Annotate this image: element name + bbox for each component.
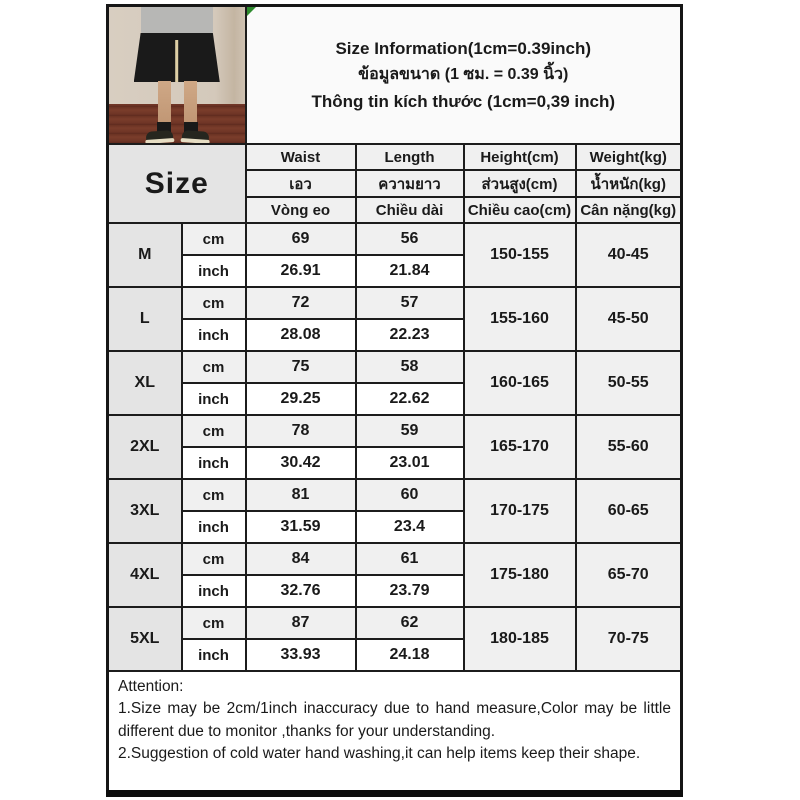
value-cell: 29.25	[246, 383, 356, 415]
value-cell: 69	[246, 223, 356, 255]
table-row	[108, 223, 682, 255]
value-cell: 24.18	[356, 639, 464, 671]
table-row	[108, 415, 682, 447]
table-row	[108, 607, 682, 639]
attention-note	[108, 671, 682, 793]
unit-label-cell: inch	[182, 639, 246, 671]
value-cell: 21.84	[356, 255, 464, 287]
height-cell: 180-185	[464, 607, 576, 671]
col-header-length-th: ความยาว	[356, 170, 464, 197]
height-cell: 175-180	[464, 543, 576, 607]
table-row	[108, 479, 682, 511]
col-header-waist-th: เอว	[246, 170, 356, 197]
col-header-height-en: Height(cm)	[464, 144, 576, 170]
size-chart-sheet	[106, 4, 683, 797]
value-cell: 56	[356, 223, 464, 255]
value-cell: 60	[356, 479, 464, 511]
value-cell: 72	[246, 287, 356, 319]
value-cell: 87	[246, 607, 356, 639]
value-cell: 23.01	[356, 447, 464, 479]
weight-cell: 55-60	[576, 415, 682, 479]
cell-corner-marker-icon	[247, 7, 256, 16]
height-cell: 155-160	[464, 287, 576, 351]
value-cell: 28.08	[246, 319, 356, 351]
size-label-cell: L	[108, 287, 182, 351]
value-cell: 61	[356, 543, 464, 575]
photo-floor	[109, 104, 245, 143]
model-shoe-left	[145, 130, 173, 142]
value-cell: 23.79	[356, 575, 464, 607]
table-row	[108, 287, 682, 319]
model-shirt	[141, 7, 213, 36]
unit-label-cell: inch	[182, 255, 246, 287]
value-cell: 84	[246, 543, 356, 575]
value-cell: 23.4	[356, 511, 464, 543]
unit-label-cell: cm	[182, 479, 246, 511]
unit-label-cell: cm	[182, 223, 246, 255]
value-cell: 81	[246, 479, 356, 511]
col-header-waist-en: Waist	[246, 144, 356, 170]
col-header-weight-th: น้ำหนัก(kg)	[576, 170, 682, 197]
value-cell: 26.91	[246, 255, 356, 287]
table-row	[108, 543, 682, 575]
height-cell: 170-175	[464, 479, 576, 543]
value-cell: 59	[356, 415, 464, 447]
height-cell: 165-170	[464, 415, 576, 479]
title-line-vi: Thông tin kích thước (1cm=0,39 inch)	[311, 91, 616, 111]
unit-label-cell: cm	[182, 543, 246, 575]
value-cell: 22.62	[356, 383, 464, 415]
unit-label-cell: inch	[182, 447, 246, 479]
size-chart-table	[106, 4, 683, 797]
value-cell: 75	[246, 351, 356, 383]
unit-label-cell: cm	[182, 287, 246, 319]
value-cell: 33.93	[246, 639, 356, 671]
height-cell: 160-165	[464, 351, 576, 415]
size-label-cell: 3XL	[108, 479, 182, 543]
title-line-th: ข้อมูลขนาด (1 ซม. = 0.39 นิ้ว)	[358, 66, 569, 84]
col-header-height-vi: Chiều cao(cm)	[464, 197, 576, 223]
weight-cell: 50-55	[576, 351, 682, 415]
value-cell: 78	[246, 415, 356, 447]
size-label-cell: XL	[108, 351, 182, 415]
weight-cell: 45-50	[576, 287, 682, 351]
height-cell: 150-155	[464, 223, 576, 287]
unit-label-cell: inch	[182, 575, 246, 607]
unit-label-cell: cm	[182, 415, 246, 447]
value-cell: 22.23	[356, 319, 464, 351]
weight-cell: 65-70	[576, 543, 682, 607]
shorts-drawstring	[175, 40, 178, 82]
value-cell: 62	[356, 607, 464, 639]
size-label-cell: M	[108, 223, 182, 287]
col-header-length-en: Length	[356, 144, 464, 170]
size-label-cell: 5XL	[108, 607, 182, 671]
col-header-height-th: ส่วนสูง(cm)	[464, 170, 576, 197]
model-shoe-right	[181, 130, 209, 142]
value-cell: 58	[356, 351, 464, 383]
unit-label-cell: inch	[182, 383, 246, 415]
attention-note-2: 2.Suggestion of cold water hand washing,it can help items keep their shape.	[118, 744, 641, 762]
col-header-length-vi: Chiều dài	[356, 197, 464, 223]
weight-cell: 60-65	[576, 479, 682, 543]
attention-note-1: 1.Size may be 2cm/1inch inaccuracy due to hand measure,Color may be little different due to monitor ,thanks for your understanding.	[118, 700, 671, 740]
model-leg-right	[184, 81, 197, 125]
value-cell: 32.76	[246, 575, 356, 607]
table-row	[108, 671, 682, 793]
value-cell: 30.42	[246, 447, 356, 479]
value-cell: 57	[356, 287, 464, 319]
table-row	[108, 351, 682, 383]
product-photo-art	[109, 7, 245, 143]
col-header-waist-vi: Vòng eo	[246, 197, 356, 223]
size-label-cell: 2XL	[108, 415, 182, 479]
table-row	[108, 6, 682, 145]
value-cell: 31.59	[246, 511, 356, 543]
weight-cell: 70-75	[576, 607, 682, 671]
weight-cell: 40-45	[576, 223, 682, 287]
unit-label-cell: inch	[182, 319, 246, 351]
title-line-en: Size Information(1cm=0.39inch)	[335, 39, 592, 59]
table-row	[108, 144, 682, 170]
col-header-weight-en: Weight(kg)	[576, 144, 682, 170]
unit-label-cell: inch	[182, 511, 246, 543]
size-label-cell: 4XL	[108, 543, 182, 607]
product-photo	[108, 6, 246, 145]
attention-heading: Attention:	[118, 678, 184, 695]
unit-label-cell: cm	[182, 351, 246, 383]
size-column-header: Size	[108, 144, 246, 223]
size-info-title-cell	[246, 6, 682, 145]
model-leg-left	[158, 81, 171, 125]
col-header-weight-vi: Cân nặng(kg)	[576, 197, 682, 223]
unit-label-cell: cm	[182, 607, 246, 639]
